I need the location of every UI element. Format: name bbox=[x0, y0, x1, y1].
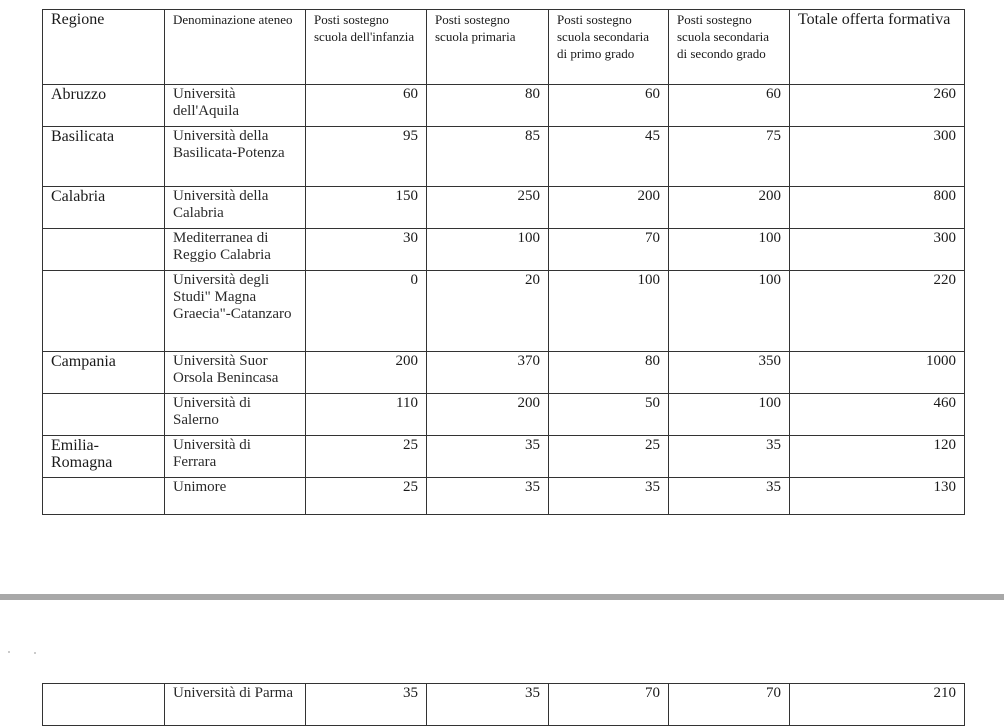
row-secondo-grado: 75 bbox=[669, 127, 790, 187]
row-infanzia: 95 bbox=[306, 127, 427, 187]
row-regione: Calabria bbox=[43, 187, 165, 229]
row-primaria: 85 bbox=[427, 127, 549, 187]
row-primo-grado: 80 bbox=[549, 352, 669, 394]
row-regione bbox=[43, 684, 165, 726]
offerta-formativa-table bbox=[42, 9, 965, 515]
row-secondo-grado: 350 bbox=[669, 352, 790, 394]
row-totale: 210 bbox=[790, 684, 965, 726]
row-secondo-grado: 60 bbox=[669, 85, 790, 127]
row-primo-grado: 100 bbox=[549, 271, 669, 352]
table-row bbox=[43, 478, 965, 515]
row-regione bbox=[43, 229, 165, 271]
row-primo-grado: 35 bbox=[549, 478, 669, 515]
row-infanzia: 0 bbox=[306, 271, 427, 352]
row-regione bbox=[43, 478, 165, 515]
row-totale: 120 bbox=[790, 436, 965, 478]
row-ateneo: Unimore bbox=[165, 478, 306, 515]
header-regione: Regione bbox=[43, 10, 165, 85]
table-row bbox=[43, 271, 965, 352]
row-ateneo: Università della Basilicata-Potenza bbox=[165, 127, 306, 187]
row-primaria: 80 bbox=[427, 85, 549, 127]
table-row bbox=[43, 127, 965, 187]
row-infanzia: 25 bbox=[306, 436, 427, 478]
row-infanzia: 60 bbox=[306, 85, 427, 127]
row-regione bbox=[43, 394, 165, 436]
table-row bbox=[43, 85, 965, 127]
row-infanzia: 30 bbox=[306, 229, 427, 271]
row-primaria: 370 bbox=[427, 352, 549, 394]
scan-speck bbox=[8, 651, 10, 653]
table-row bbox=[43, 436, 965, 478]
row-secondo-grado: 70 bbox=[669, 684, 790, 726]
row-ateneo: Mediterranea di Reggio Calabria bbox=[165, 229, 306, 271]
row-totale: 460 bbox=[790, 394, 965, 436]
row-primo-grado: 25 bbox=[549, 436, 669, 478]
row-totale: 260 bbox=[790, 85, 965, 127]
row-primo-grado: 70 bbox=[549, 229, 669, 271]
row-primo-grado: 45 bbox=[549, 127, 669, 187]
row-primaria: 35 bbox=[427, 436, 549, 478]
row-primaria: 35 bbox=[427, 478, 549, 515]
header-ateneo: Denominazione ateneo bbox=[165, 10, 306, 85]
row-ateneo: Università Suor Orsola Benincasa bbox=[165, 352, 306, 394]
table-row bbox=[43, 394, 965, 436]
row-regione: Campania bbox=[43, 352, 165, 394]
header-totale: Totale offerta formativa bbox=[790, 10, 965, 85]
offerta-formativa-table-continuation bbox=[42, 683, 965, 726]
row-totale: 300 bbox=[790, 229, 965, 271]
row-primo-grado: 50 bbox=[549, 394, 669, 436]
row-totale: 220 bbox=[790, 271, 965, 352]
row-infanzia: 25 bbox=[306, 478, 427, 515]
header-infanzia: Posti sostegno scuola dell'infanzia bbox=[306, 10, 427, 85]
row-regione: Emilia-Romagna bbox=[43, 436, 165, 478]
row-primo-grado: 70 bbox=[549, 684, 669, 726]
row-secondo-grado: 35 bbox=[669, 478, 790, 515]
row-primaria: 200 bbox=[427, 394, 549, 436]
header-primaria: Posti sostegno scuola primaria bbox=[427, 10, 549, 85]
row-totale: 300 bbox=[790, 127, 965, 187]
row-secondo-grado: 100 bbox=[669, 394, 790, 436]
row-primaria: 250 bbox=[427, 187, 549, 229]
row-infanzia: 150 bbox=[306, 187, 427, 229]
row-secondo-grado: 100 bbox=[669, 229, 790, 271]
table-row bbox=[43, 229, 965, 271]
row-secondo-grado: 200 bbox=[669, 187, 790, 229]
header-secondo-grado: Posti sostegno scuola secondaria di secondo grado bbox=[669, 10, 790, 85]
row-primo-grado: 60 bbox=[549, 85, 669, 127]
row-primaria: 100 bbox=[427, 229, 549, 271]
row-ateneo: Università degli Studi" Magna Graecia"-Catanzaro bbox=[165, 271, 306, 352]
table-row bbox=[43, 684, 965, 726]
row-secondo-grado: 100 bbox=[669, 271, 790, 352]
row-infanzia: 35 bbox=[306, 684, 427, 726]
row-ateneo: Università di Parma bbox=[165, 684, 306, 726]
row-regione: Basilicata bbox=[43, 127, 165, 187]
table-row bbox=[43, 352, 965, 394]
row-totale: 1000 bbox=[790, 352, 965, 394]
row-primo-grado: 200 bbox=[549, 187, 669, 229]
row-primaria: 20 bbox=[427, 271, 549, 352]
row-ateneo: Università di Ferrara bbox=[165, 436, 306, 478]
row-infanzia: 110 bbox=[306, 394, 427, 436]
row-totale: 130 bbox=[790, 478, 965, 515]
row-totale: 800 bbox=[790, 187, 965, 229]
row-primaria: 35 bbox=[427, 684, 549, 726]
header-row bbox=[43, 10, 965, 85]
row-ateneo: Università dell'Aquila bbox=[165, 85, 306, 127]
row-secondo-grado: 35 bbox=[669, 436, 790, 478]
table-row bbox=[43, 187, 965, 229]
page-separator bbox=[0, 594, 1004, 600]
scan-speck bbox=[34, 652, 36, 654]
row-infanzia: 200 bbox=[306, 352, 427, 394]
row-regione: Abruzzo bbox=[43, 85, 165, 127]
row-ateneo: Università della Calabria bbox=[165, 187, 306, 229]
header-primo-grado: Posti sostegno scuola secondaria di primo grado bbox=[549, 10, 669, 85]
row-ateneo: Università di Salerno bbox=[165, 394, 306, 436]
row-regione bbox=[43, 271, 165, 352]
